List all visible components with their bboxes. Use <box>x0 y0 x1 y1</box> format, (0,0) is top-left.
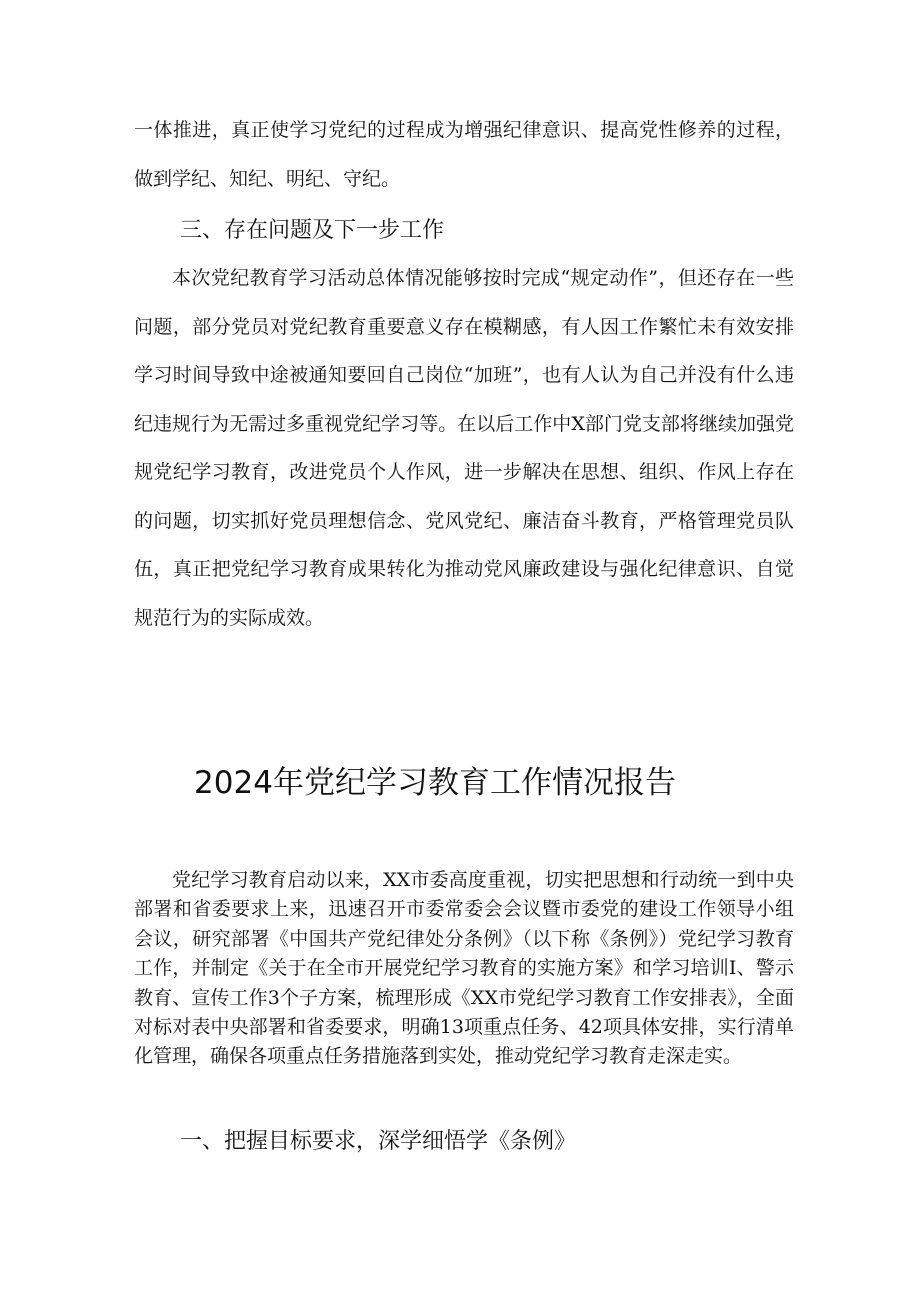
report-intro-paragraph: 党纪学习教育启动以来，XX市委高度重视，切实把思想和行动统一到中央部署和省委要求上来，迅速召开市委常委会会议暨市委党的建设工作领导小组会议，研究部署《中国共产党纪律处分条例》（以下称《条例》）党纪学习教育工作，并制定《关于在全市开展党纪学习教育的实施方案》和学习培训I、警示教育、宣传工作3个子方案，梳理形成《XX市党纪学习教育工作安排表》，全面对标对表中央部署和省委要求，明确13项重点任务、42项具体安排，实行清单化管理，确保各项重点任务措施落到实处，推动党纪学习教育走深走实。 <box>134 869 794 1068</box>
report-section1-heading: 一、把握目标要求，深学细悟学《条例》 <box>180 1129 577 1154</box>
section3-paragraph: 本次党纪教育学习活动总体情况能够按时完成“规定动作”，但还存在一些问题，部分党员对党纪教育重要意义存在模糊感，有人因工作繁忙未有效安排学习时间导致中途被通知要回自己岗位“加班”，也有人认为自己并没有什么违纪违规行为无需过多重视党纪学习等。在以后工作中X部门党支部将继续加强党规党纪学习教育，改进党员个人作风，进一步解决在思想、组织、作风上存在的问题，切实抓好党员理想信念、党风党纪、廉洁奋斗教育，严格管理党员队伍，真正把党纪学习教育成果转化为推动党风廉政建设与强化纪律意识、自觉规范行为的实际成效。 <box>134 267 794 629</box>
report-title: 2024年党纪学习教育工作情况报告 <box>194 765 676 801</box>
section3-heading: 三、存在问题及下一步工作 <box>180 218 445 243</box>
section1-continuation-paragraph: 一体推进，真正使学习党纪的过程成为增强纪律意识、提高党性修养的过程，做到学纪、知纪、明纪、守纪。 <box>134 119 794 190</box>
